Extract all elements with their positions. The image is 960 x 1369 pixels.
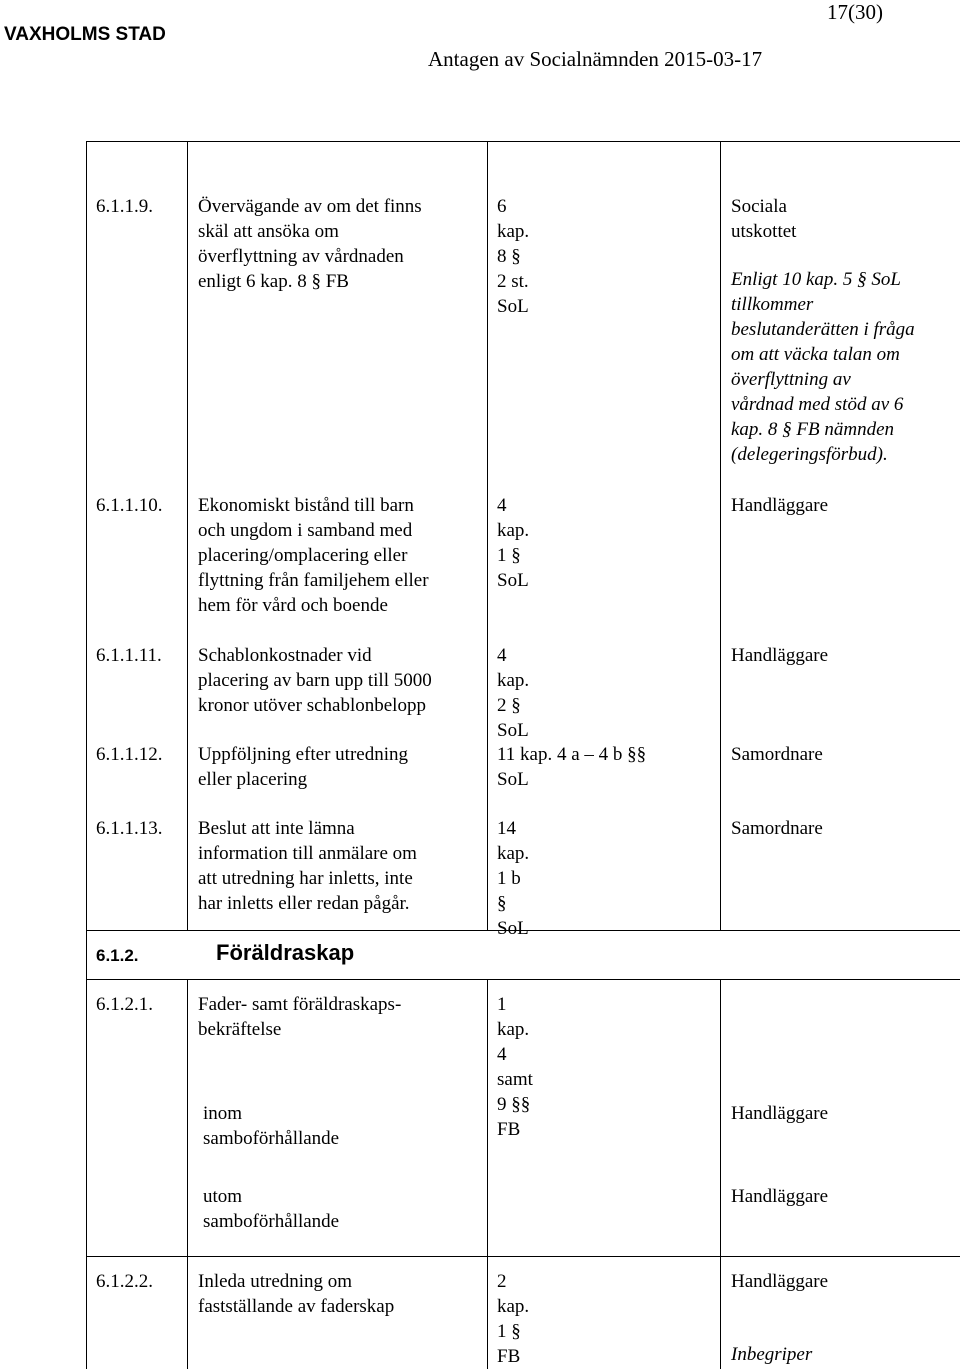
section-number: 6.1.2. xyxy=(96,946,139,965)
row-divider xyxy=(86,979,960,980)
row-description: Beslut att inte lämna information till anmälare om att utredning har inletts, inte har inletts eller redan pågår. xyxy=(198,818,417,914)
row-delegate: Handläggare xyxy=(731,495,829,516)
row-delegate: Handläggare xyxy=(731,645,829,666)
row-description: Fader- samt föräldraskaps- bekräftelse xyxy=(198,994,402,1040)
row-note: Enligt 10 kap. 5 § SoL tillkommer beslutanderätten i fråga om att väcka talan om överflyttning av vårdnad med stöd av 6 kap. 8 § FB nämnden (delegeringsförbud). xyxy=(731,269,915,465)
row-description: inom samboförhållande xyxy=(203,1103,340,1149)
column-divider xyxy=(187,979,188,1369)
row-description: Uppföljning efter utredning eller placering xyxy=(198,744,409,790)
row-number: 6.1.1.13. xyxy=(96,818,163,839)
row-delegate: Handläggare xyxy=(731,1186,829,1207)
row-number: 6.1.1.12. xyxy=(96,744,163,765)
row-number: 6.1.1.10. xyxy=(96,495,163,516)
row-description: Övervägande av om det finns skäl att ansöka om överflyttning av vårdnaden enligt 6 kap. 8 § FB xyxy=(198,196,422,292)
row-law-reference: 4 kap. 2 § SoL xyxy=(497,645,530,741)
row-divider xyxy=(86,1256,960,1257)
column-divider xyxy=(187,141,188,930)
row-number: 6.1.2.1. xyxy=(96,994,153,1015)
page-number: 17(30) xyxy=(827,0,883,24)
column-divider xyxy=(487,979,488,1369)
row-delegate: Handläggare xyxy=(731,1103,829,1124)
column-divider xyxy=(720,979,721,1369)
row-law-reference: 1 kap. 4 samt 9 §§ FB xyxy=(497,994,533,1140)
table-border-left xyxy=(86,141,87,1369)
row-law-reference: 2 kap. 1 § FB xyxy=(497,1271,530,1367)
row-description: Inleda utredning om fastställande av faderskap xyxy=(198,1271,395,1317)
table-border-top xyxy=(86,141,960,142)
row-delegate: Sociala utskottet xyxy=(731,196,797,242)
row-description: utom samboförhållande xyxy=(203,1186,340,1232)
column-divider xyxy=(487,141,488,930)
row-description: Ekonomiskt bistånd till barn och ungdom i samband med placering/omplacering eller flyttning från familjehem eller hem för vård och boende xyxy=(198,495,429,616)
row-law-reference: 4 kap. 1 § SoL xyxy=(497,495,530,591)
row-number: 6.1.2.2. xyxy=(96,1271,153,1292)
row-description: Schablonkostnader vid placering av barn upp till 5000 kronor utöver schablonbelopp xyxy=(198,645,432,716)
column-divider xyxy=(720,141,721,930)
organization-name: VAXHOLMS STAD xyxy=(4,24,166,45)
section-title: Föräldraskap xyxy=(216,940,355,965)
row-law-reference: 14 kap. 1 b § SoL xyxy=(497,818,530,939)
row-delegate: Handläggare xyxy=(731,1271,829,1292)
adoption-note: Antagen av Socialnämnden 2015-03-17 xyxy=(428,47,763,71)
row-delegate: Samordnare xyxy=(731,744,823,765)
row-note: Inbegriper xyxy=(731,1344,813,1365)
row-number: 6.1.1.11. xyxy=(96,645,162,666)
row-number: 6.1.1.9. xyxy=(96,196,153,217)
row-law-reference: 6 kap. 8 § 2 st. SoL xyxy=(497,196,530,317)
row-law-reference: 11 kap. 4 a – 4 b §§ SoL xyxy=(497,744,647,790)
row-delegate: Samordnare xyxy=(731,818,823,839)
